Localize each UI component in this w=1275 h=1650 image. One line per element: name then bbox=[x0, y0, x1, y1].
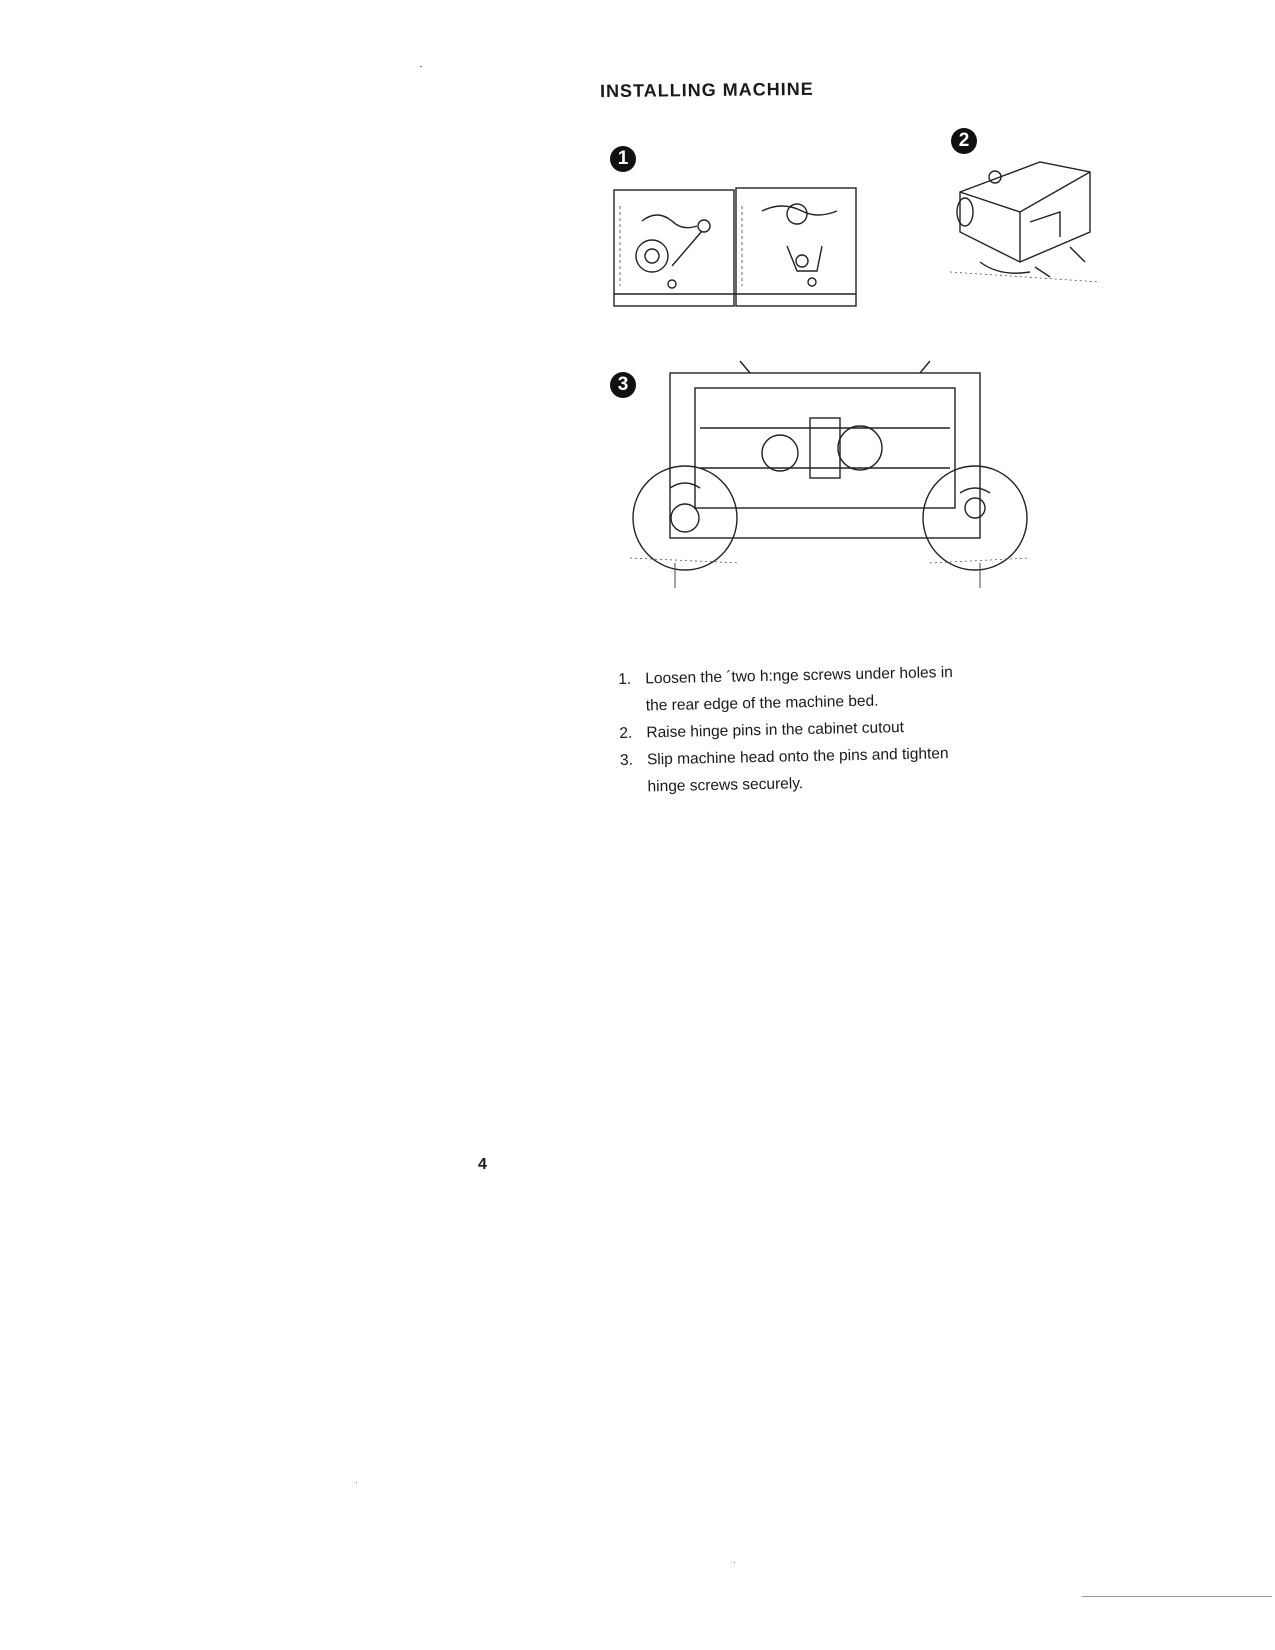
figure-1-badge: 1 bbox=[610, 146, 636, 172]
figure-1-hinge-screws-illustration bbox=[612, 186, 862, 310]
instruction-step bbox=[618, 659, 969, 720]
figure-2-badge: 2 bbox=[951, 128, 977, 154]
figure-2-machine-head-illustration bbox=[940, 152, 1112, 302]
scan-edge-line bbox=[1082, 1596, 1272, 1597]
instruction-step bbox=[620, 740, 971, 801]
scan-speck bbox=[734, 1562, 735, 1563]
instruction-steps bbox=[618, 659, 971, 801]
figure-3-badge: 3 bbox=[610, 372, 636, 398]
page-number: 4 bbox=[478, 1156, 487, 1173]
step-number: 2. bbox=[619, 724, 633, 742]
page-title: INSTALLING MACHINE bbox=[599, 78, 814, 102]
scan-speck bbox=[420, 66, 422, 67]
step-number: 3. bbox=[619, 751, 634, 769]
step-text: Loosen the ´two h:nge screws under holes in the rear edge of the machine bed. bbox=[645, 663, 953, 715]
step-number: 1. bbox=[618, 670, 632, 688]
step-text: Slip machine head onto the pins and tighten hinge screws securely. bbox=[646, 745, 949, 796]
figure-3-underside-hinge-illustration bbox=[630, 358, 1030, 593]
scan-speck bbox=[356, 1482, 357, 1483]
step-text: Raise hinge pins in the cabinet cutout bbox=[646, 719, 905, 742]
